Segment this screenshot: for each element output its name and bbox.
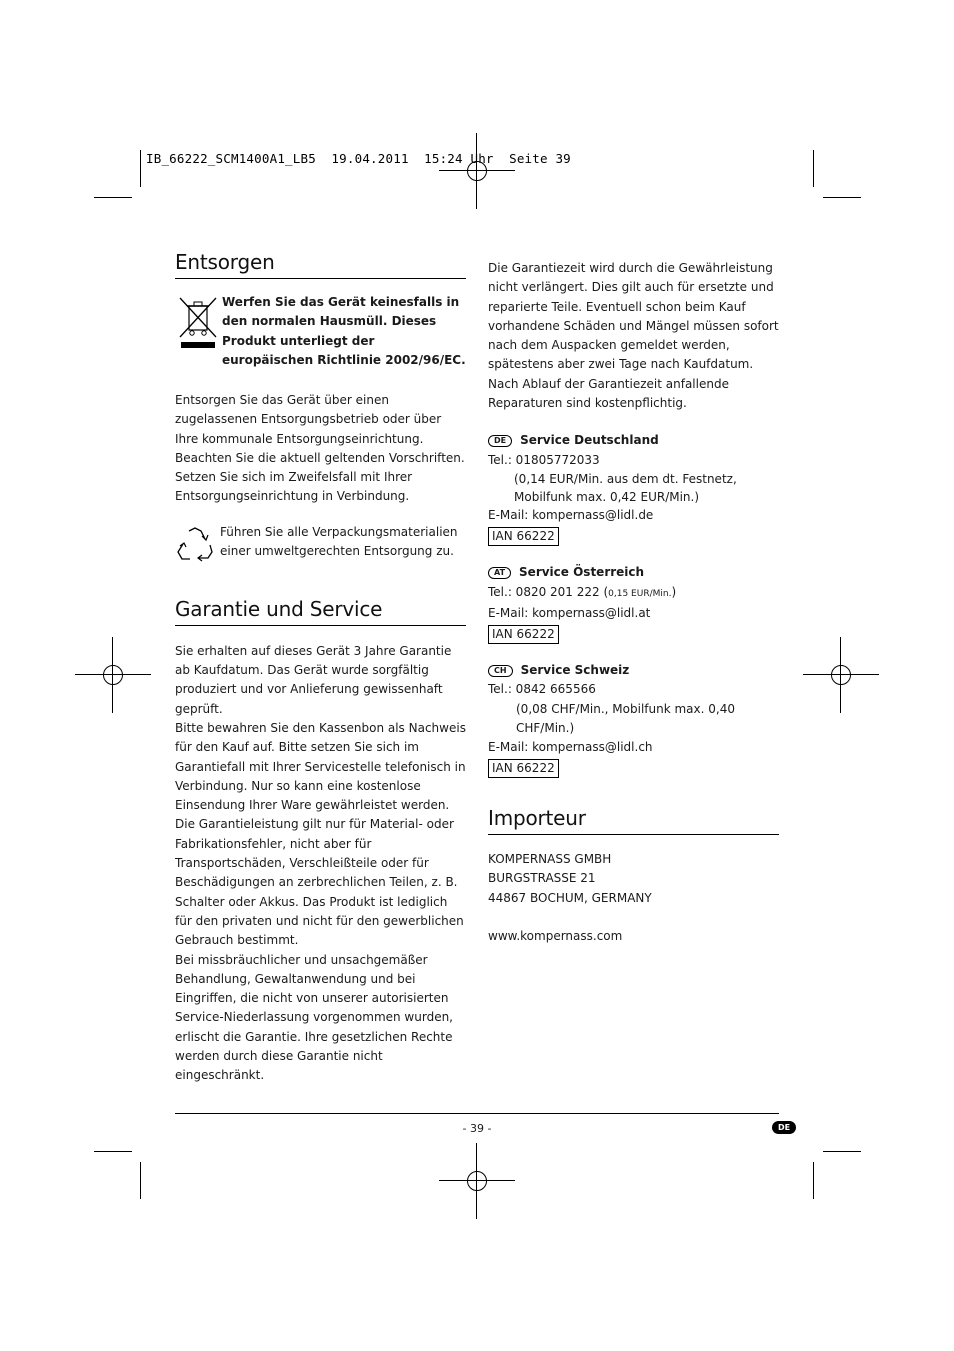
crop-mark [94,197,132,198]
service-tel: Tel.: 0842 665566 [488,682,596,697]
garantie-paragraph: Die Garantieleistung gilt nur für Material- oder Fabrikationsfehler, nicht aber für Transportschäden, Verschleißteile oder für Beschädigungen an zerbrechlichen Teilen, z. B. Schalter oder Akkus. Das Produkt ist lediglich für den privaten und nicht für den gewerblichen Gebrauch bestimmt. [175,817,464,948]
service-tariff: (0,08 CHF/Min., Mobilfunk max. 0,40 CHF/Min.) [516,701,735,735]
ian-box: IAN 66222 [488,759,559,778]
left-column [175,250,466,1086]
importeur-website: www.kompernass.com [488,928,623,943]
importeur-address-line: KOMPERNASS GMBH [488,852,612,867]
language-badge: DE [772,1121,796,1134]
garantie-paragraph: Bitte bewahren Sie den Kassenbon als Nachweis für den Kauf auf. Bitte setzen Sie sich im Garantiefall mit Ihrer Servicestelle telefonisch in Verbindung. Nur so kann eine kostenlose Einsendung Ihrer Ware gewährleistet werden. [175,720,466,813]
crop-mark [140,150,141,187]
crop-mark [823,197,861,198]
country-badge-de: DE [488,435,512,447]
weee-block [175,295,466,375]
print-header: IB_66222_SCM1400A1_LB5 19.04.2011 15:24 Uhr Seite 39 [146,151,571,166]
registration-mark-left [75,637,151,713]
recycling-icon [175,525,215,565]
service-tariff: 0,15 EUR/Min. [608,588,672,599]
page-number: - 39 - [462,1122,492,1135]
section-title-garantie: Garantie und Service [175,597,466,626]
registration-mark-right [803,637,879,713]
garantie-paragraph: Bei missbräuchlicher und unsachgemäßer Behandlung, Gewaltanwendung und bei Eingriffen, die nicht von unserer autorisierten Service-Niederlassung vorgenommen wurden, erlischt die Garantie. Ihre gesetzlichen Rechte werden durch diese Garantie nicht eingeschränkt. [175,952,453,1083]
service-email: E-Mail: kompernass@lidl.de [488,507,654,522]
service-name: Service Österreich [519,565,645,580]
country-badge-at: AT [488,567,511,579]
service-ch [488,661,779,778]
service-tariff: Mobilfunk max. 0,42 EUR/Min.) [514,489,700,504]
section-title-importeur: Importeur [488,806,779,835]
right-column [488,259,779,946]
service-tel-close: ) [671,584,677,599]
crossed-bin-icon [178,296,218,352]
service-email: E-Mail: kompernass@lidl.at [488,605,651,620]
crop-mark [140,1162,141,1199]
crop-mark [94,1151,132,1152]
service-name: Service Deutschland [520,433,659,448]
importeur-address-line: 44867 BOCHUM, GERMANY [488,890,652,905]
service-tel-line [488,583,779,604]
service-name: Service Schweiz [520,663,630,678]
service-at [488,563,779,644]
service-tariff: (0,14 EUR/Min. aus dem dt. Festnetz, [514,471,737,486]
service-tel: Tel.: 01805772033 [488,452,600,467]
service-tel: Tel.: 0820 201 222 ( [488,584,609,599]
crop-mark [813,1162,814,1199]
weee-notice: Werfen Sie das Gerät keinesfalls in den normalen Hausmüll. Dieses Produkt unterliegt der europäischen Richtlinie 2002/96/EC. [222,295,466,367]
ian-box: IAN 66222 [488,527,559,546]
recycling-notice: Führen Sie alle Verpackungsmaterialien einer umweltgerechten Entsorgung zu. [220,524,458,559]
section-title-entsorgen: Entsorgen [175,250,466,279]
footer-rule [175,1113,779,1114]
entsorgen-paragraph: Entsorgen Sie das Gerät über einen zugelassenen Entsorgungsbetrieb oder über Ihre kommunale Entsorgungseinrichtung. [175,393,442,446]
service-email: E-Mail: kompernass@lidl.ch [488,739,653,754]
importeur-address-line: BURGSTRASSE 21 [488,871,596,886]
crop-mark [823,1151,861,1152]
garantie-paragraph-continued: Die Garantiezeit wird durch die Gewährleistung nicht verlängert. Dies gilt auch für ersetzte und reparierte Teile. Eventuell schon beim Kauf vorhandene Schäden und Mängel müssen sofort nach dem Auspacken gemeldet werden, spätestens aber zwei Tage nach Kaufdatum. Nach Ablauf der Garantiezeit anfallende Reparaturen sind kostenpflichtig. [488,261,779,411]
registration-mark-bottom [439,1143,515,1219]
crop-mark [813,150,814,187]
country-badge-ch: CH [488,665,513,677]
recycling-block [175,525,466,567]
ian-box: IAN 66222 [488,625,559,644]
entsorgen-paragraph: Beachten Sie die aktuell geltenden Vorschriften. Setzen Sie sich im Zweifelsfall mit Ihrer Entsorgungseinrichtung in Verbindung. [175,450,465,504]
registration-mark-top [439,133,515,209]
garantie-paragraph: Sie erhalten auf dieses Gerät 3 Jahre Garantie ab Kaufdatum. Das Gerät wurde sorgfältig produziert und vor Anlieferung gewissenhaft geprüft. [175,643,452,716]
service-de [488,431,779,546]
